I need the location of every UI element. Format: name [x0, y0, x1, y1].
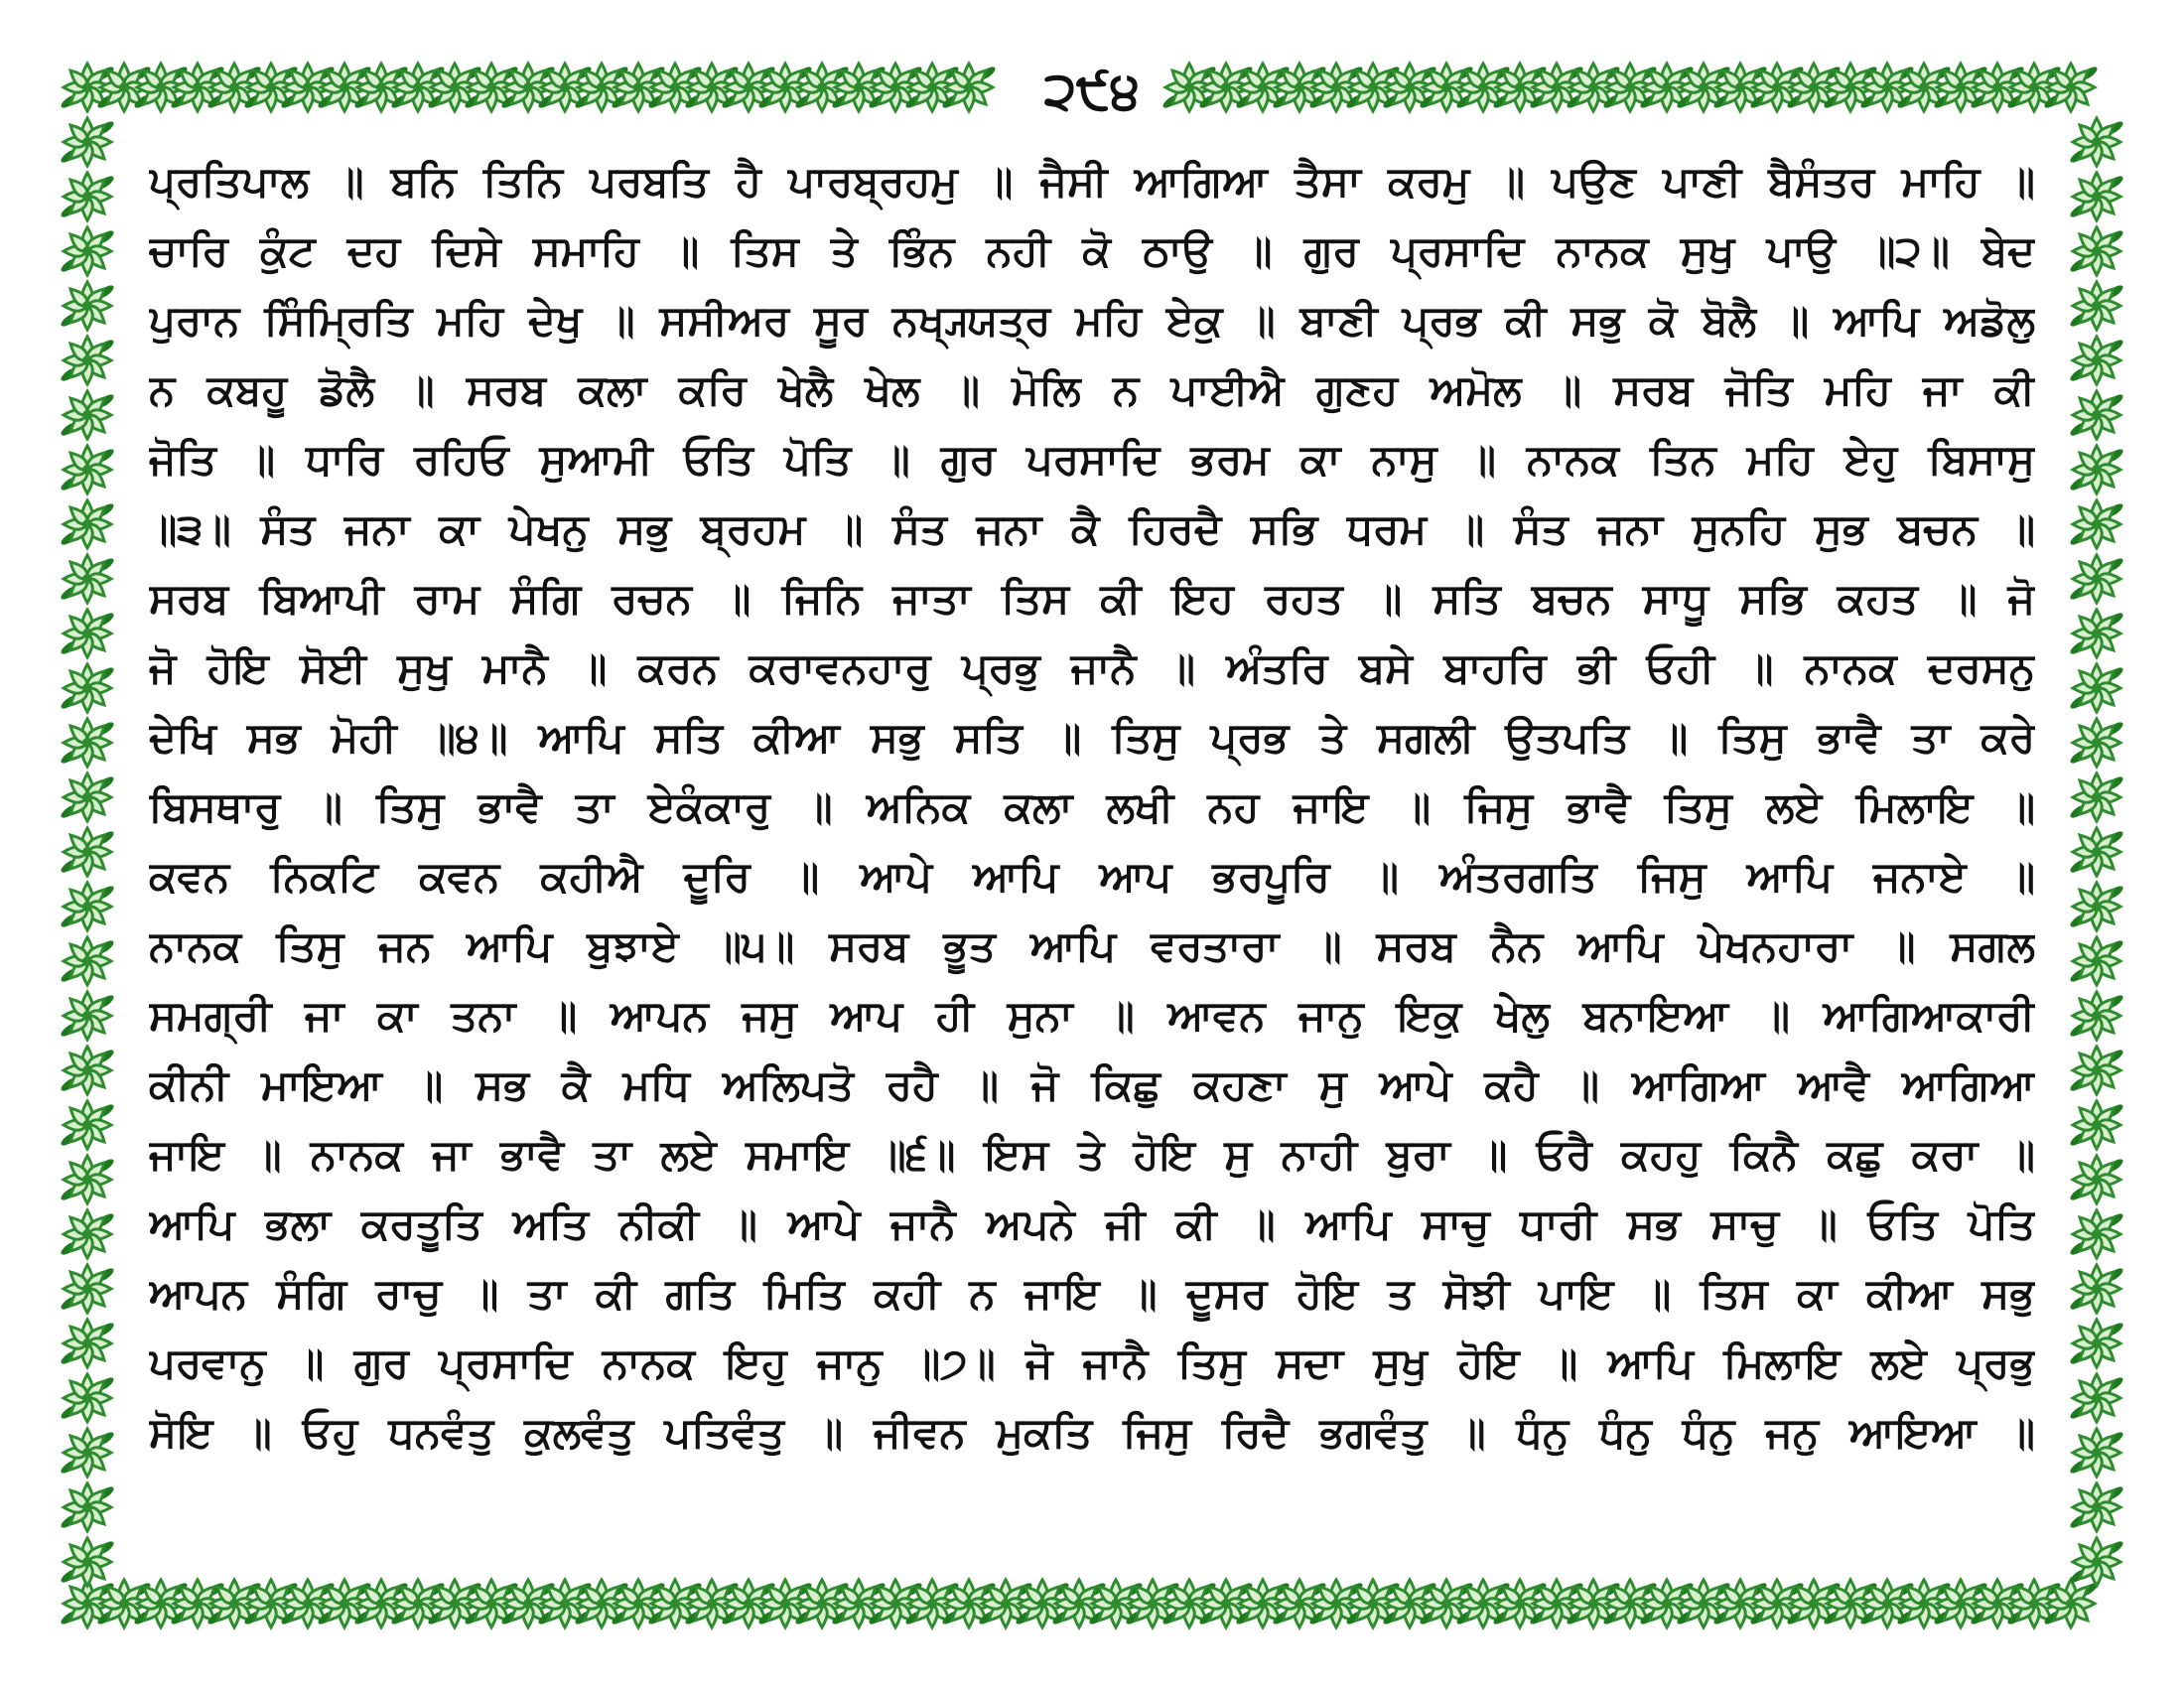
text-line-8: ਜੋ ਹੋਇ ਸੋਈ ਸੁਖੁ ਮਾਨੈ ॥ ਕਰਨ ਕਰਾਵਨਹਾਰੁ ਪ੍ਰਭੁ ਜਾਨੈ ॥ ਅੰਤਰਿ ਬਸੇ ਬਾਹਰਿ ਭੀ ਓਹੀ ॥ ਨਾਨਕ ਦਰਸਨੁ	[149, 643, 2035, 692]
border-flower-134	[2069, 227, 2125, 275]
border-flower-116	[60, 719, 116, 767]
page-number: ੨੯੪	[1032, 52, 1152, 131]
border-flower-111	[60, 446, 116, 493]
border-flower-143	[2069, 719, 2125, 767]
border-flower-105	[60, 118, 116, 166]
border-flower-112	[60, 500, 116, 548]
border-flower-141	[2069, 610, 2125, 657]
border-flower-146	[2069, 883, 2125, 930]
border-flower-147	[2069, 937, 2125, 985]
border-flower-125	[60, 1210, 116, 1258]
border-flower-133	[2069, 173, 2125, 220]
text-line-10: ਬਿਸਥਾਰੁ ॥ ਤਿਸੁ ਭਾਵੈ ਤਾ ਏਕੰਕਾਰੁ ॥ ਅਨਿਕ ਕਲਾ ਲਖੀ ਨਹ ਜਾਇ ॥ ਜਿਸੁ ਭਾਵੈ ਤਿਸੁ ਲਏ ਮਿਲਾਇ ॥	[149, 782, 2035, 831]
text-line-18: ਪਰਵਾਨੁ ॥ ਗੁਰ ਪ੍ਰਸਾਦਿ ਨਾਨਕ ਇਹੁ ਜਾਨੁ ॥੭॥ ਜੋ ਜਾਨੈ ਤਿਸੁ ਸਦਾ ਸੁਖੁ ਹੋਇ ॥ ਆਪਿ ਮਿਲਾਇ ਲਏ ਪ੍ਰਭੁ	[149, 1338, 2035, 1387]
text-line-6: ॥੩॥ ਸੰਤ ਜਨਾ ਕਾ ਪੇਖਨੁ ਸਭੁ ਬ੍ਰਹਮ ॥ ਸੰਤ ਜਨਾ ਕੈ ਹਿਰਦੈ ਸਭਿ ਧਰਮ ॥ ਸੰਤ ਜਨਾ ਸੁਨਹਿ ਸੁਭ ਬਚਨ ॥	[149, 504, 2035, 553]
border-flower-150	[2069, 1101, 2125, 1149]
border-flower-151	[2069, 1156, 2125, 1203]
border-flower-114	[60, 610, 116, 657]
border-flower-139	[2069, 500, 2125, 548]
text-line-11: ਕਵਨ ਨਿਕਟਿ ਕਵਨ ਕਹੀਐ ਦੂਰਿ ॥ ਆਪੇ ਆਪਿ ਆਪ ਭਰਪੂਰਿ ॥ ਅੰਤਰਗਤਿ ਜਿਸੁ ਆਪਿ ਜਨਾਏ ॥	[149, 852, 2035, 901]
border-flower-158	[2069, 1538, 2125, 1586]
border-flower-115	[60, 664, 116, 712]
text-line-5: ਜੋਤਿ ॥ ਧਾਰਿ ਰਹਿਓ ਸੁਆਮੀ ਓਤਿ ਪੋਤਿ ॥ ਗੁਰ ਪਰਸਾਦਿ ਭਰਮ ਕਾ ਨਾਸੁ ॥ ਨਾਨਕ ਤਿਨ ਮਹਿ ਏਹੁ ਬਿਸਾਸੁ	[149, 435, 2035, 484]
border-flower-131	[60, 1538, 116, 1586]
border-flower-123	[60, 1101, 116, 1149]
border-flower-107	[60, 227, 116, 275]
text-line-12: ਨਾਨਕ ਤਿਸੁ ਜਨ ਆਪਿ ਬੁਝਾਏ ॥੫॥ ਸਰਬ ਭੂਤ ਆਪਿ ਵਰਤਾਰਾ ॥ ਸਰਬ ਨੈਨ ਆਪਿ ਪੇਖਨਹਾਰਾ ॥ ਸਗਲ	[149, 921, 2035, 970]
text-line-19: ਸੋਇ ॥ ਓਹੁ ਧਨਵੰਤੁ ਕੁਲਵੰਤੁ ਪਤਿਵੰਤੁ ॥ ਜੀਵਨ ਮੁਕਤਿ ਜਿਸੁ ਰਿਦੈ ਭਗਵੰਤੁ ॥ ਧੰਨੁ ਧੰਨੁ ਧੰਨੁ ਜਨੁ ਆਇਆ ॥	[149, 1408, 2035, 1457]
text-line-13: ਸਮਗ੍ਰੀ ਜਾ ਕਾ ਤਨਾ ॥ ਆਪਨ ਜਸੁ ਆਪ ਹੀ ਸੁਨਾ ॥ ਆਵਨ ਜਾਨੁ ਇਕੁ ਖੇਲੁ ਬਨਾਇਆ ॥ ਆਗਿਆਕਾਰੀ	[149, 991, 2035, 1040]
border-flower-113	[60, 555, 116, 603]
border-flower-127	[60, 1320, 116, 1367]
text-line-15: ਜਾਇ ॥ ਨਾਨਕ ਜਾ ਭਾਵੈ ਤਾ ਲਏ ਸਮਾਇ ॥੬॥ ਇਸ ਤੇ ਹੋਇ ਸੁ ਨਾਹੀ ਬੁਰਾ ॥ ਓਰੈ ਕਹਹੁ ਕਿਨੈ ਕਛੁ ਕਰਾ ॥	[149, 1130, 2035, 1179]
border-flower-137	[2069, 391, 2125, 439]
border-flower-145	[2069, 828, 2125, 876]
text-line-2: ਚਾਰਿ ਕੁੰਟ ਦਹ ਦਿਸੇ ਸਮਾਹਿ ॥ ਤਿਸ ਤੇ ਭਿੰਨ ਨਹੀ ਕੋ ਠਾਉ ॥ ਗੁਰ ਪ੍ਰਸਾਦਿ ਨਾਨਕ ਸੁਖੁ ਪਾਉ ॥੨॥ ਬੇਦ	[149, 226, 2035, 275]
border-flower-130	[60, 1483, 116, 1531]
border-flower-152	[2069, 1210, 2125, 1258]
border-flower-135	[2069, 282, 2125, 330]
border-flower-149	[2069, 1047, 2125, 1094]
border-flower-126	[60, 1265, 116, 1313]
text-line-17: ਆਪਨ ਸੰਗਿ ਰਾਚੁ ॥ ਤਾ ਕੀ ਗਤਿ ਮਿਤਿ ਕਹੀ ਨ ਜਾਇ ॥ ਦੂਸਰ ਹੋਇ ਤ ਸੋਝੀ ਪਾਇ ॥ ਤਿਸ ਕਾ ਕੀਆ ਸਭੁ	[149, 1269, 2035, 1318]
gurbani-text-block	[149, 149, 2035, 1539]
border-flower-136	[2069, 337, 2125, 384]
border-flower-154	[2069, 1320, 2125, 1367]
border-flower-109	[60, 337, 116, 384]
border-flower-110	[60, 391, 116, 439]
border-flower-156	[2069, 1429, 2125, 1477]
border-flower-157	[2069, 1483, 2125, 1531]
border-flower-121	[60, 992, 116, 1040]
border-flower-106	[60, 173, 116, 220]
text-line-16: ਆਪਿ ਭਲਾ ਕਰਤੂਤਿ ਅਤਿ ਨੀਕੀ ॥ ਆਪੇ ਜਾਨੈ ਅਪਨੇ ਜੀ ਕੀ ॥ ਆਪਿ ਸਾਚੁ ਧਾਰੀ ਸਭ ਸਾਚੁ ॥ ਓਤਿ ਪੋਤਿ	[149, 1199, 2035, 1248]
border-flower-124	[60, 1156, 116, 1203]
border-flower-118	[60, 828, 116, 876]
text-line-4: ਨ ਕਬਹੂ ਡੋਲੈ ॥ ਸਰਬ ਕਲਾ ਕਰਿ ਖੇਲੈ ਖੇਲ ॥ ਮੋਲਿ ਨ ਪਾਈਐ ਗੁਣਹ ਅਮੋਲ ॥ ਸਰਬ ਜੋਤਿ ਮਹਿ ਜਾ ਕੀ	[149, 365, 2035, 414]
border-flower-140	[2069, 555, 2125, 603]
border-flower-122	[60, 1047, 116, 1094]
text-line-1: ਪ੍ਰਤਿਪਾਲ ॥ ਬਨਿ ਤਿਨਿ ਪਰਬਤਿ ਹੈ ਪਾਰਬ੍ਰਹਮੁ ॥ ਜੈਸੀ ਆਗਿਆ ਤੈਸਾ ਕਰਮੁ ॥ ਪਉਣ ਪਾਣੀ ਬੈਸੰਤਰ ਮਾਹਿ ॥	[149, 157, 2035, 206]
border-flower-120	[60, 937, 116, 985]
border-flower-144	[2069, 774, 2125, 821]
text-line-3: ਪੁਰਾਨ ਸਿੰਮ੍ਰਿਤਿ ਮਹਿ ਦੇਖੁ ॥ ਸਸੀਅਰ ਸੂਰ ਨਖ੍ਯ੍ਯਤ੍ਰ ਮਹਿ ਏਕੁ ॥ ਬਾਣੀ ਪ੍ਰਭ ਕੀ ਸਭੁ ਕੋ ਬੋਲੈ ॥ ਆਪਿ ਅਡੋਲੁ	[149, 296, 2035, 345]
border-flower-129	[60, 1429, 116, 1477]
border-flower-119	[60, 883, 116, 930]
border-flower-132	[2069, 118, 2125, 166]
text-line-7: ਸਰਬ ਬਿਆਪੀ ਰਾਮ ਸੰਗਿ ਰਚਨ ॥ ਜਿਨਿ ਜਾਤਾ ਤਿਸ ਕੀ ਇਹ ਰਹਤ ॥ ਸਤਿ ਬਚਨ ਸਾਧੂ ਸਭਿ ਕਹਤ ॥ ਜੋ	[149, 574, 2035, 623]
border-flower-108	[60, 282, 116, 330]
border-flower-128	[60, 1374, 116, 1422]
border-flower-148	[2069, 992, 2125, 1040]
border-flower-138	[2069, 446, 2125, 493]
text-line-9: ਦੇਖਿ ਸਭ ਮੋਹੀ ॥੪॥ ਆਪਿ ਸਤਿ ਕੀਆ ਸਭੁ ਸਤਿ ॥ ਤਿਸੁ ਪ੍ਰਭ ਤੇ ਸਗਲੀ ਉਤਪਤਿ ॥ ਤਿਸੁ ਭਾਵੈ ਤਾ ਕਰੇ	[149, 713, 2035, 762]
border-flower-155	[2069, 1374, 2125, 1422]
border-flower-117	[60, 774, 116, 821]
text-line-14: ਕੀਨੀ ਮਾਇਆ ॥ ਸਭ ਕੈ ਮਧਿ ਅਲਿਪਤੋ ਰਹੈ ॥ ਜੋ ਕਿਛੁ ਕਹਣਾ ਸੁ ਆਪੇ ਕਹੈ ॥ ਆਗਿਆ ਆਵੈ ਆਗਿਆ	[149, 1060, 2035, 1109]
border-flower-142	[2069, 664, 2125, 712]
border-flower-153	[2069, 1265, 2125, 1313]
